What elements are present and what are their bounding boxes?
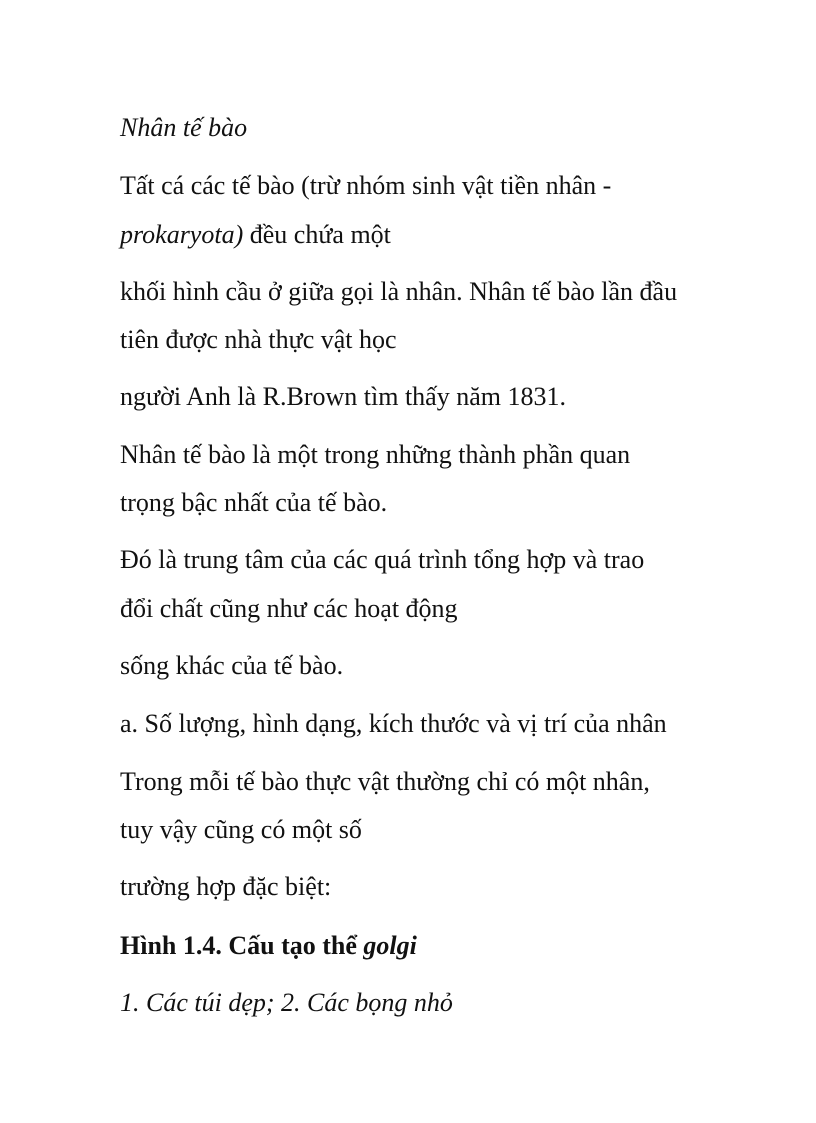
term-prokaryota: prokaryota) xyxy=(120,220,244,249)
subheading-a: a. Số lượng, hình dạng, kích thước và vị trí của nhân xyxy=(120,709,667,738)
paragraph-1-line-2 xyxy=(120,220,391,250)
figure-legend: 1. Các túi dẹp; 2. Các bọng nhỏ xyxy=(120,988,453,1017)
section-title: Nhân tế bào xyxy=(120,113,248,142)
paragraph-4-line-1: Nhân tế bào là một trong những thành phần quan xyxy=(120,440,631,469)
figure-caption-label: Hình 1.4. Cấu tạo thể xyxy=(120,931,364,960)
paragraph-5-line-2: đổi chất cũng như các hoạt động xyxy=(120,594,458,623)
paragraph-8-line-1: Trong mỗi tế bào thực vật thường chỉ có một nhân, xyxy=(120,767,650,796)
figure-caption-term: golgi xyxy=(363,931,417,960)
paragraph-3-line-1: người Anh là R.Brown tìm thấy năm 1831. xyxy=(120,382,566,411)
paragraph-5-line-1: Đó là trung tâm của các quá trình tổng hợp và trao xyxy=(120,545,645,574)
paragraph-9-line-1: trường hợp đặc biệt: xyxy=(120,872,332,901)
figure-caption xyxy=(120,931,417,961)
paragraph-8-line-2: tuy vậy cũng có một số xyxy=(120,815,362,844)
paragraph-2-line-1: khối hình cầu ở giữa gọi là nhân. Nhân tế bào lần đầu xyxy=(120,277,678,306)
paragraph-1-line-2-rest: đều chứa một xyxy=(243,220,391,249)
paragraph-1-line-1: Tất cá các tế bào (trừ nhóm sinh vật tiền nhân - xyxy=(120,171,612,200)
paragraph-4-line-2: trọng bậc nhất của tế bào. xyxy=(120,488,388,517)
paragraph-6-line-1: sống khác của tế bào. xyxy=(120,651,344,680)
paragraph-2-line-2: tiên được nhà thực vật học xyxy=(120,325,397,354)
